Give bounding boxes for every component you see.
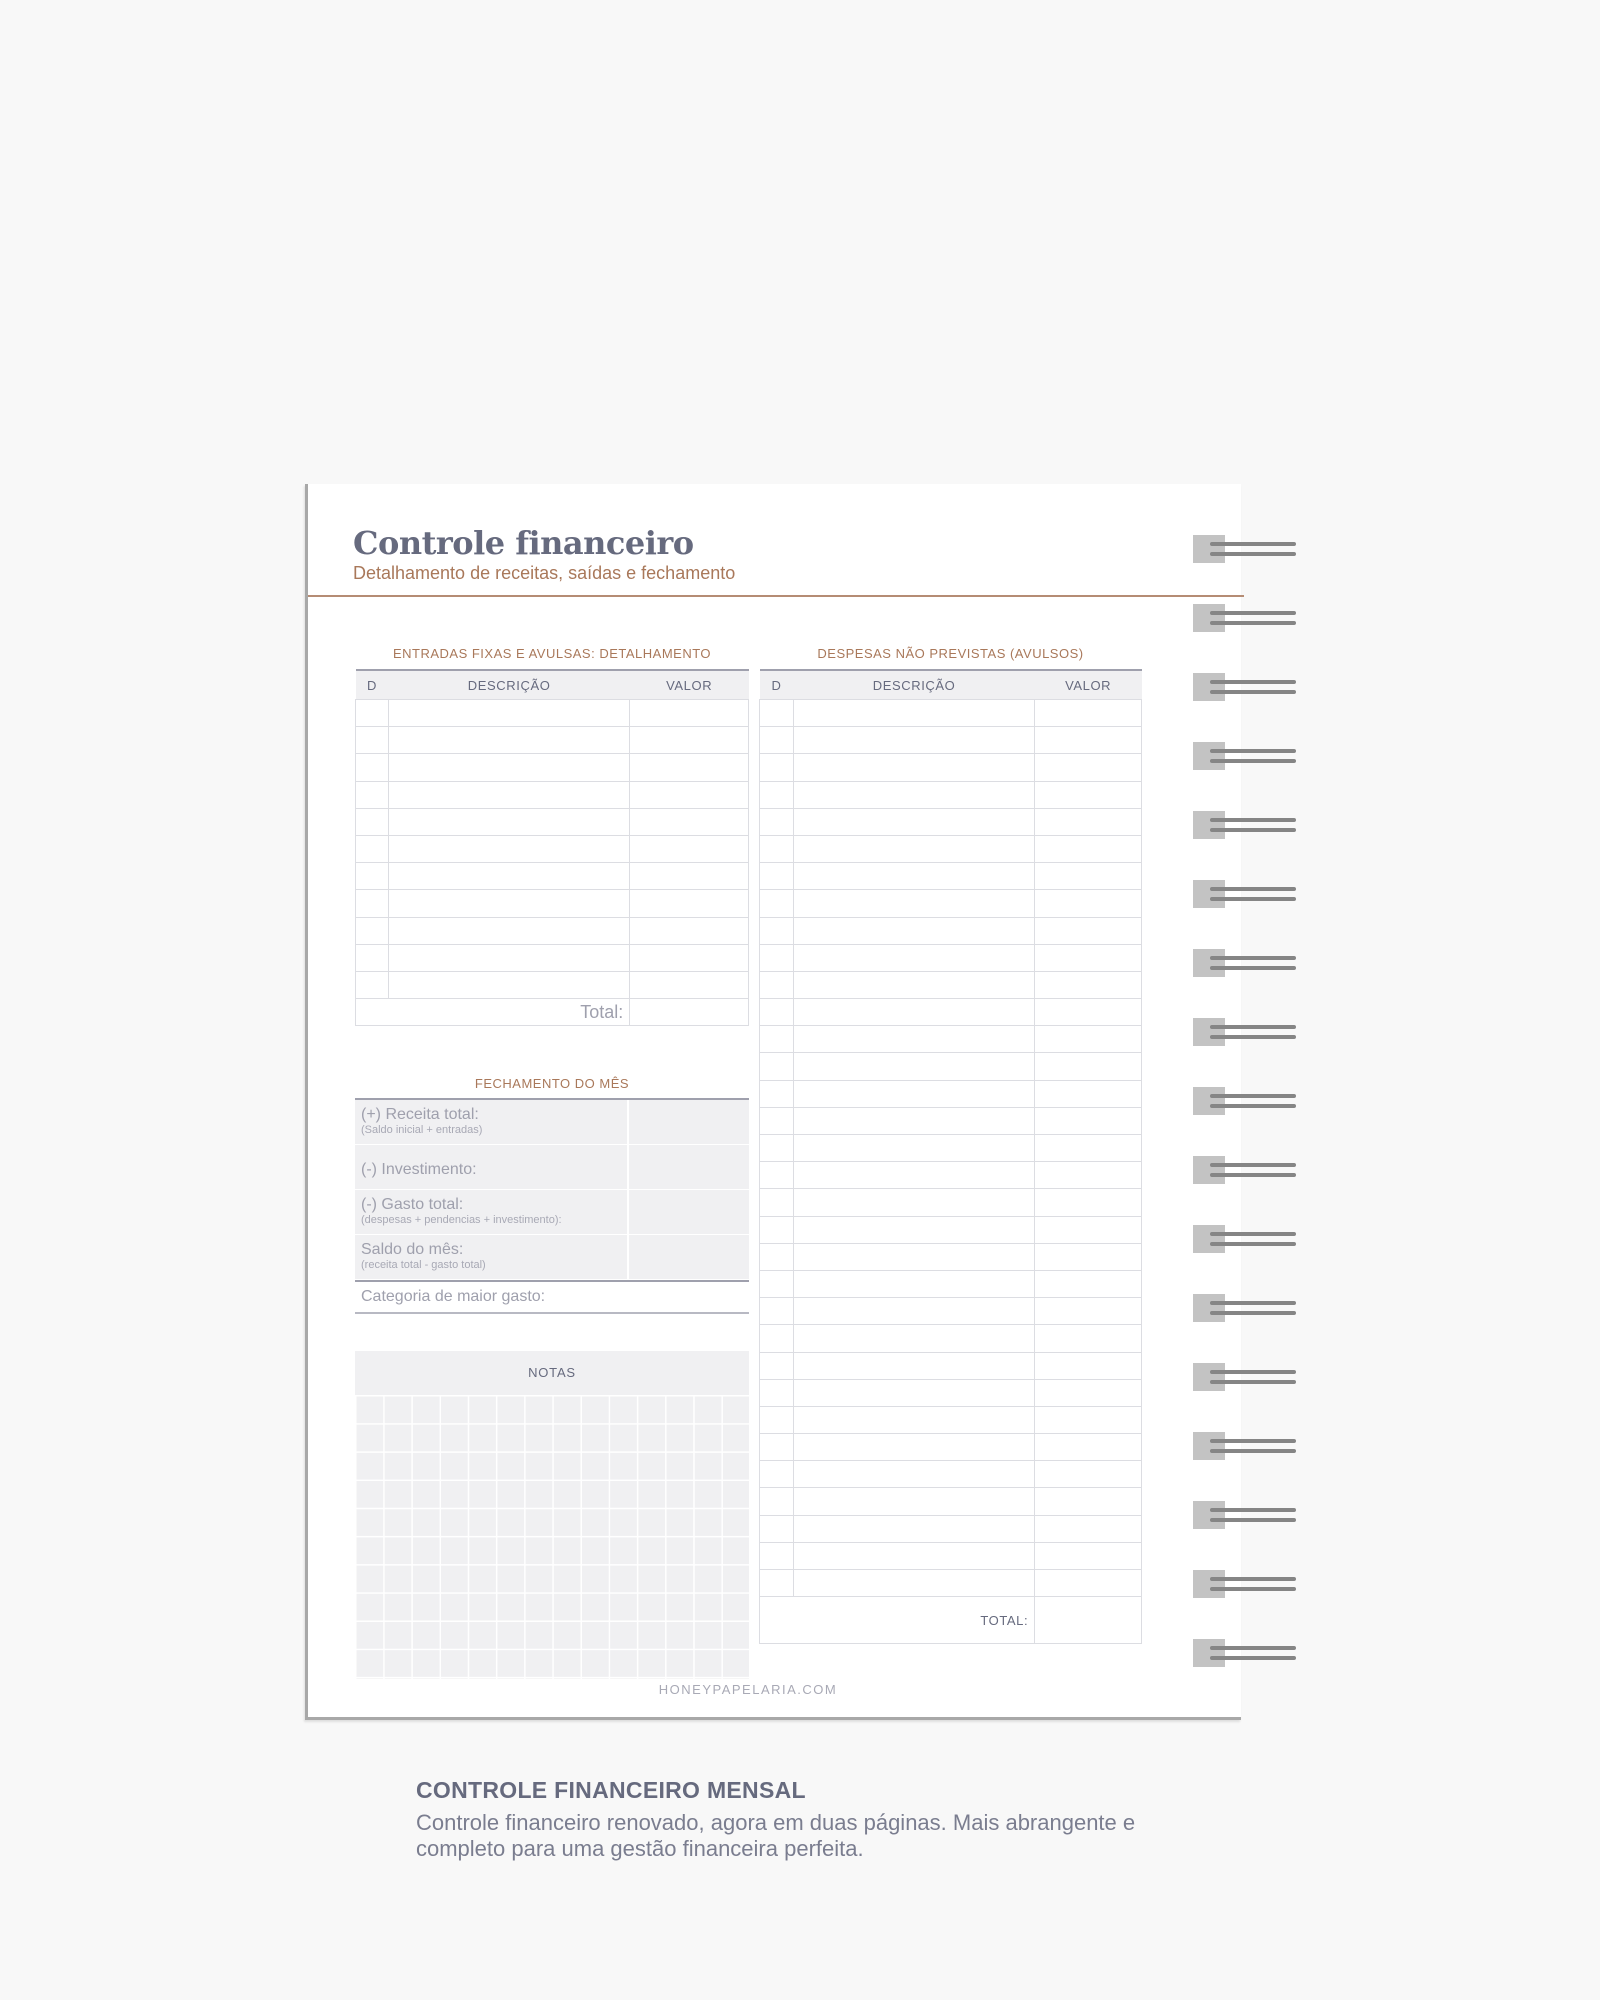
table-row — [356, 808, 749, 835]
value-cell[interactable] — [1035, 1189, 1142, 1216]
day-cell[interactable] — [760, 1216, 794, 1243]
value-cell[interactable] — [1035, 890, 1142, 917]
description-cell[interactable] — [388, 781, 629, 808]
despesas-total-label: TOTAL: — [760, 1597, 1035, 1644]
fechamento-row — [355, 1190, 749, 1235]
fechamento-label: (-) Gasto total: — [361, 1196, 464, 1213]
description-cell[interactable] — [793, 863, 1034, 890]
fechamento-row — [355, 1145, 749, 1190]
description-cell[interactable] — [793, 808, 1034, 835]
table-row — [760, 944, 1142, 971]
table-row — [760, 1026, 1142, 1053]
day-cell[interactable] — [356, 781, 389, 808]
description-cell[interactable] — [793, 999, 1034, 1026]
fechamento-label: (+) Receita total: — [361, 1106, 479, 1123]
table-row — [760, 1080, 1142, 1107]
value-cell[interactable] — [630, 944, 749, 971]
value-cell[interactable] — [1035, 1515, 1142, 1542]
day-cell[interactable] — [760, 944, 794, 971]
description-cell[interactable] — [388, 944, 629, 971]
day-cell[interactable] — [760, 1461, 794, 1488]
description-cell[interactable] — [793, 1542, 1034, 1569]
description-cell[interactable] — [793, 917, 1034, 944]
day-cell[interactable] — [760, 1270, 794, 1297]
day-cell[interactable] — [760, 1026, 794, 1053]
table-row — [356, 863, 749, 890]
table-row — [760, 1270, 1142, 1297]
value-cell[interactable] — [1035, 971, 1142, 998]
table-row — [760, 1406, 1142, 1433]
gasto-total-field[interactable] — [629, 1190, 749, 1234]
table-row — [760, 1325, 1142, 1352]
entradas-col-d: D — [356, 670, 389, 700]
entradas-rows — [356, 700, 749, 999]
table-row — [356, 890, 749, 917]
day-cell[interactable] — [356, 863, 389, 890]
day-cell[interactable] — [760, 917, 794, 944]
notes-box — [355, 1351, 749, 1679]
day-cell[interactable] — [760, 835, 794, 862]
day-cell[interactable] — [760, 1298, 794, 1325]
entradas-total-value[interactable] — [630, 999, 749, 1026]
day-cell[interactable] — [760, 1434, 794, 1461]
spiral-ring — [1193, 1154, 1297, 1186]
value-cell[interactable] — [630, 917, 749, 944]
description-cell[interactable] — [793, 727, 1034, 754]
fechamento-box — [355, 1098, 749, 1314]
day-cell[interactable] — [760, 700, 794, 727]
table-row — [760, 727, 1142, 754]
day-cell[interactable] — [356, 944, 389, 971]
table-row — [760, 971, 1142, 998]
description-cell[interactable] — [793, 1434, 1034, 1461]
notes-grid[interactable] — [355, 1395, 749, 1679]
value-cell[interactable] — [1035, 1135, 1142, 1162]
spiral-ring — [1193, 1361, 1297, 1393]
day-cell[interactable] — [760, 808, 794, 835]
value-cell[interactable] — [1035, 917, 1142, 944]
value-cell[interactable] — [1035, 1243, 1142, 1270]
day-cell[interactable] — [356, 700, 389, 727]
day-cell[interactable] — [760, 1515, 794, 1542]
value-cell[interactable] — [1035, 944, 1142, 971]
fechamento-label: (-) Investimento: — [361, 1161, 477, 1178]
despesas-rows — [760, 700, 1142, 1597]
value-cell[interactable] — [1035, 1325, 1142, 1352]
table-row — [760, 1352, 1142, 1379]
value-cell[interactable] — [1035, 1461, 1142, 1488]
table-row — [760, 1461, 1142, 1488]
table-row — [760, 1189, 1142, 1216]
description-cell[interactable] — [793, 1189, 1034, 1216]
description-cell[interactable] — [793, 1570, 1034, 1597]
spiral-ring — [1193, 947, 1297, 979]
fechamento-row — [355, 1100, 749, 1145]
entradas-col-valor: VALOR — [630, 670, 749, 700]
day-cell[interactable] — [760, 1107, 794, 1134]
table-row — [760, 999, 1142, 1026]
spiral-ring — [1193, 1568, 1297, 1600]
value-cell[interactable] — [630, 835, 749, 862]
day-cell[interactable] — [356, 754, 389, 781]
value-cell[interactable] — [1035, 1570, 1142, 1597]
value-cell[interactable] — [630, 727, 749, 754]
table-row — [760, 1053, 1142, 1080]
value-cell[interactable] — [630, 890, 749, 917]
description-cell[interactable] — [793, 1080, 1034, 1107]
table-row — [760, 1135, 1142, 1162]
value-cell[interactable] — [1035, 863, 1142, 890]
table-row — [760, 863, 1142, 890]
day-cell[interactable] — [760, 1135, 794, 1162]
value-cell[interactable] — [1035, 754, 1142, 781]
value-cell[interactable] — [630, 700, 749, 727]
spiral-ring — [1193, 1430, 1297, 1462]
description-cell[interactable] — [388, 727, 629, 754]
spiral-ring — [1193, 878, 1297, 910]
value-cell[interactable] — [1035, 1406, 1142, 1433]
entradas-total-label: Total: — [356, 999, 630, 1026]
description-cell[interactable] — [793, 890, 1034, 917]
value-cell[interactable] — [1035, 999, 1142, 1026]
table-row — [760, 835, 1142, 862]
table-row — [760, 1515, 1142, 1542]
description-cell[interactable] — [793, 1461, 1034, 1488]
description-cell[interactable] — [793, 1325, 1034, 1352]
day-cell[interactable] — [760, 1325, 794, 1352]
table-row — [760, 754, 1142, 781]
table-row — [356, 944, 749, 971]
table-row — [760, 1243, 1142, 1270]
description-cell[interactable] — [793, 1352, 1034, 1379]
day-cell[interactable] — [760, 754, 794, 781]
table-row — [760, 808, 1142, 835]
description-cell[interactable] — [793, 835, 1034, 862]
value-cell[interactable] — [630, 863, 749, 890]
despesas-col-valor: VALOR — [1035, 670, 1142, 700]
day-cell[interactable] — [760, 1570, 794, 1597]
entradas-col-descricao: DESCRIÇÃO — [388, 670, 629, 700]
saldo-mes-field[interactable] — [629, 1235, 749, 1279]
description-cell[interactable] — [793, 700, 1034, 727]
value-cell[interactable] — [1035, 781, 1142, 808]
table-row — [760, 1216, 1142, 1243]
notes-title: NOTAS — [528, 1365, 576, 1380]
day-cell[interactable] — [760, 1352, 794, 1379]
day-cell[interactable] — [356, 890, 389, 917]
spiral-ring — [1193, 809, 1297, 841]
value-cell[interactable] — [1035, 1270, 1142, 1297]
description-cell[interactable] — [793, 1406, 1034, 1433]
day-cell[interactable] — [356, 835, 389, 862]
day-cell[interactable] — [760, 1053, 794, 1080]
table-row — [760, 1434, 1142, 1461]
fechamento-row — [355, 1235, 749, 1280]
day-cell[interactable] — [760, 1162, 794, 1189]
fechamento-title: FECHAMENTO DO MÊS — [474, 1076, 630, 1091]
spiral-ring — [1193, 1016, 1297, 1048]
fechamento-hint: (Saldo inicial + entradas) — [361, 1124, 483, 1136]
value-cell[interactable] — [630, 781, 749, 808]
categoria-maior-gasto[interactable]: Categoria de maior gasto: — [355, 1282, 749, 1314]
footer-site: HONEYPAPELARIA.COM — [658, 1682, 838, 1697]
description-cell[interactable] — [793, 1488, 1034, 1515]
description-cell[interactable] — [793, 1135, 1034, 1162]
description-cell[interactable] — [388, 917, 629, 944]
caption-title: CONTROLE FINANCEIRO MENSAL — [416, 1777, 806, 1803]
table-row — [356, 835, 749, 862]
day-cell[interactable] — [760, 863, 794, 890]
value-cell[interactable] — [1035, 1298, 1142, 1325]
despesas-col-descricao: DESCRIÇÃO — [793, 670, 1034, 700]
table-row — [356, 781, 749, 808]
description-cell[interactable] — [793, 1107, 1034, 1134]
day-cell[interactable] — [760, 999, 794, 1026]
fechamento-hint: (despesas + pendencias + investimento): — [361, 1214, 562, 1226]
spiral-ring — [1193, 1085, 1297, 1117]
value-cell[interactable] — [1035, 1216, 1142, 1243]
description-cell[interactable] — [388, 890, 629, 917]
page-title: Controle financeiro — [353, 524, 694, 562]
spiral-ring — [1193, 671, 1297, 703]
table-row — [356, 917, 749, 944]
entradas-title: ENTRADAS FIXAS E AVULSAS: DETALHAMENTO — [392, 646, 712, 661]
spiral-ring — [1193, 1499, 1297, 1531]
description-cell[interactable] — [388, 971, 629, 998]
value-cell[interactable] — [1035, 1434, 1142, 1461]
value-cell[interactable] — [1035, 1162, 1142, 1189]
page-subtitle: Detalhamento de receitas, saídas e fechamento — [353, 563, 736, 583]
entradas-table — [355, 669, 749, 1026]
description-cell[interactable] — [793, 1026, 1034, 1053]
despesas-table — [759, 669, 1142, 1644]
day-cell[interactable] — [356, 971, 389, 998]
day-cell[interactable] — [760, 971, 794, 998]
table-row — [760, 1570, 1142, 1597]
value-cell[interactable] — [1035, 1379, 1142, 1406]
caption-text: Controle financeiro renovado, agora em duas páginas. Mais abrangente e completo para uma gestão financeira perfeita. — [416, 1810, 1136, 1861]
table-row — [356, 971, 749, 998]
spiral-ring — [1193, 1223, 1297, 1255]
value-cell[interactable] — [1035, 1107, 1142, 1134]
table-row — [760, 700, 1142, 727]
value-cell[interactable] — [1035, 835, 1142, 862]
description-cell[interactable] — [388, 700, 629, 727]
day-cell[interactable] — [760, 1080, 794, 1107]
spiral-ring — [1193, 1637, 1297, 1669]
receita-total-field[interactable] — [629, 1100, 749, 1144]
description-cell[interactable] — [388, 808, 629, 835]
table-row — [760, 1107, 1142, 1134]
value-cell[interactable] — [1035, 1080, 1142, 1107]
value-cell[interactable] — [630, 808, 749, 835]
spiral-ring — [1193, 602, 1297, 634]
header-divider — [308, 595, 1244, 597]
value-cell[interactable] — [630, 971, 749, 998]
description-cell[interactable] — [388, 835, 629, 862]
spiral-ring — [1193, 1292, 1297, 1324]
day-cell[interactable] — [760, 781, 794, 808]
table-row — [356, 754, 749, 781]
day-cell[interactable] — [356, 917, 389, 944]
day-cell[interactable] — [760, 890, 794, 917]
description-cell[interactable] — [793, 1216, 1034, 1243]
description-cell[interactable] — [793, 754, 1034, 781]
value-cell[interactable] — [1035, 727, 1142, 754]
fechamento-hint: (receita total - gasto total) — [361, 1259, 486, 1271]
table-row — [760, 1379, 1142, 1406]
fechamento-label: Saldo do mês: — [361, 1241, 464, 1258]
value-cell[interactable] — [630, 754, 749, 781]
value-cell[interactable] — [1035, 1352, 1142, 1379]
day-cell[interactable] — [760, 1488, 794, 1515]
value-cell[interactable] — [1035, 1026, 1142, 1053]
table-row — [760, 890, 1142, 917]
table-row — [760, 1162, 1142, 1189]
value-cell[interactable] — [1035, 1053, 1142, 1080]
description-cell[interactable] — [793, 1162, 1034, 1189]
description-cell[interactable] — [793, 1053, 1034, 1080]
description-cell[interactable] — [793, 944, 1034, 971]
day-cell[interactable] — [760, 1406, 794, 1433]
day-cell[interactable] — [760, 727, 794, 754]
table-row — [760, 917, 1142, 944]
value-cell[interactable] — [1035, 1542, 1142, 1569]
description-cell[interactable] — [388, 863, 629, 890]
value-cell[interactable] — [1035, 700, 1142, 727]
description-cell[interactable] — [388, 754, 629, 781]
value-cell[interactable] — [1035, 808, 1142, 835]
description-cell[interactable] — [793, 1379, 1034, 1406]
despesas-title: DESPESAS NÃO PREVISTAS (AVULSOS) — [817, 646, 1084, 661]
entradas-total-row — [356, 999, 749, 1026]
day-cell[interactable] — [760, 1379, 794, 1406]
description-cell[interactable] — [793, 1515, 1034, 1542]
description-cell[interactable] — [793, 1298, 1034, 1325]
table-row — [356, 727, 749, 754]
day-cell[interactable] — [760, 1243, 794, 1270]
description-cell[interactable] — [793, 781, 1034, 808]
investimento-field[interactable] — [629, 1145, 749, 1189]
table-row — [760, 1298, 1142, 1325]
day-cell[interactable] — [356, 808, 389, 835]
spiral-ring — [1193, 740, 1297, 772]
despesas-total-value[interactable] — [1035, 1597, 1142, 1644]
day-cell[interactable] — [760, 1542, 794, 1569]
day-cell[interactable] — [356, 727, 389, 754]
table-row — [760, 781, 1142, 808]
table-row — [356, 700, 749, 727]
spiral-ring — [1193, 533, 1297, 565]
planner-page — [305, 484, 1241, 1720]
day-cell[interactable] — [760, 1189, 794, 1216]
value-cell[interactable] — [1035, 1488, 1142, 1515]
despesas-total-row — [760, 1597, 1142, 1644]
description-cell[interactable] — [793, 971, 1034, 998]
table-row — [760, 1488, 1142, 1515]
description-cell[interactable] — [793, 1243, 1034, 1270]
despesas-col-d: D — [760, 670, 794, 700]
description-cell[interactable] — [793, 1270, 1034, 1297]
table-row — [760, 1542, 1142, 1569]
